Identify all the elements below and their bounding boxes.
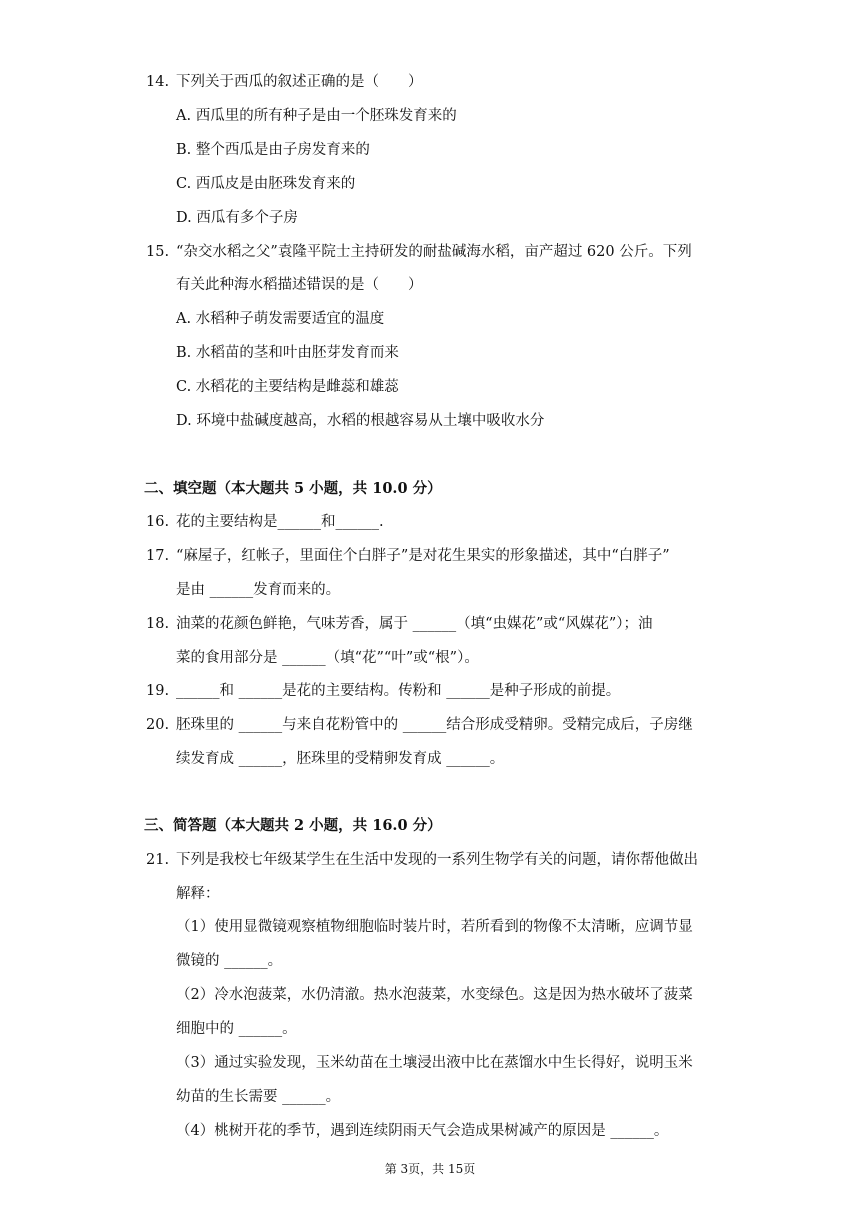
question-stem-cont: 续发育成 ______，胚珠里的受精卵发育成 ______。 xyxy=(176,751,505,767)
option-c: C. 水稻花的主要结构是雌蕊和雄蕊 xyxy=(176,379,399,395)
page-footer: 第 3页，共 15页 xyxy=(384,1162,476,1176)
section-heading: 二、填空题（本大题共 5 小题，共 10.0 分） xyxy=(144,480,442,497)
question-number: 21. xyxy=(146,852,170,868)
question-number: 14. xyxy=(146,74,170,90)
question-stem: “麻屋子，红帐子，里面住个白胖子”是对花生果实的形象描述，其中“白胖子” xyxy=(176,548,670,564)
question-number: 16. xyxy=(146,514,170,530)
question-stem: 下列是我校七年级某学生在生活中发现的一系列生物学有关的问题，请你帮他做出 xyxy=(176,852,698,868)
section-heading: 三、简答题（本大题共 2 小题，共 16.0 分） xyxy=(144,817,442,834)
option-c: C. 西瓜皮是由胚珠发育来的 xyxy=(176,176,356,192)
sub-question-cont: 微镜的 ______。 xyxy=(176,953,283,969)
option-b: B. 整个西瓜是由子房发育来的 xyxy=(176,142,370,158)
question-stem: ______和 ______是花的主要结构。传粉和 ______是种子形成的前提。 xyxy=(176,683,621,699)
question-stem: 花的主要结构是______和______. xyxy=(176,514,384,530)
option-a: A. 水稻种子萌发需要适宜的温度 xyxy=(176,311,385,327)
sub-question: （4）桃树开花的季节，遇到连续阴雨天气会造成果树减产的原因是 ______。 xyxy=(176,1123,669,1139)
question-stem: 油菜的花颜色鲜艳，气味芳香，属于 ______（填“虫媒花”或“风媒花”）；油 xyxy=(176,616,653,632)
question-stem-cont: 是由 ______发育而来的。 xyxy=(176,582,341,598)
option-d: D. 西瓜有多个子房 xyxy=(176,210,298,226)
question-number: 15. xyxy=(146,244,170,260)
sub-question: （3）通过实验发现，玉米幼苗在土壤浸出液中比在蒸馏水中生长得好，说明玉米 xyxy=(176,1055,693,1071)
option-d: D. 环境中盐碱度越高，水稻的根越容易从土壤中吸收水分 xyxy=(176,413,545,429)
option-a: A. 西瓜里的所有种子是由一个胚珠发育来的 xyxy=(176,108,457,124)
sub-question-cont: 细胞中的 ______。 xyxy=(176,1021,297,1037)
sub-question: （1）使用显微镜观察植物细胞临时装片时，若所看到的物像不太清晰，应调节显 xyxy=(176,919,693,935)
question-stem: 下列关于西瓜的叙述正确的是（ ） xyxy=(176,74,423,90)
sub-question-cont: 幼苗的生长需要 ______。 xyxy=(176,1089,341,1105)
question-number: 17. xyxy=(146,548,170,564)
question-number: 19. xyxy=(146,683,170,699)
question-stem: “杂交水稻之父”袁隆平院士主持研发的耐盐碱海水稻，亩产超过 620 公斤。下列 xyxy=(176,244,692,260)
question-number: 18. xyxy=(146,616,170,632)
question-stem-cont: 解释： xyxy=(176,886,220,902)
question-stem-cont: 菜的食用部分是 ______（填“花”“叶”或“根”）。 xyxy=(176,650,479,666)
sub-question: （2）冷水泡菠菜，水仍清澈。热水泡菠菜，水变绿色。这是因为热水破坏了菠菜 xyxy=(176,987,693,1003)
option-b: B. 水稻苗的茎和叶由胚芽发育而来 xyxy=(176,345,399,361)
question-number: 20. xyxy=(146,717,170,733)
question-stem-cont: 有关此种海水稻描述错误的是（ ） xyxy=(176,277,423,293)
question-stem: 胚珠里的 ______与来自花粉管中的 ______结合形成受精卵。受精完成后，子房继 xyxy=(176,717,693,733)
